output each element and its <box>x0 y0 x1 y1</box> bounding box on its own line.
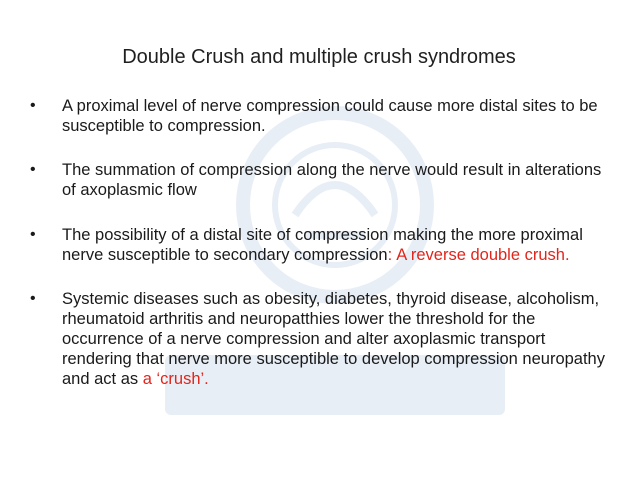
bullet-icon: • <box>30 226 36 243</box>
bullet-highlight: a ‘crush’. <box>142 370 209 388</box>
bullet-item <box>26 289 616 389</box>
bullet-icon: • <box>30 161 36 178</box>
bullet-colon: : <box>387 246 393 264</box>
bullet-icon: • <box>30 290 36 307</box>
slide-title: Double Crush and multiple crush syndromes <box>122 46 516 68</box>
bullet-icon: • <box>30 97 36 114</box>
bullet-text: A proximal level of nerve compression could cause more distal sites to be susceptible to compression. <box>62 97 598 135</box>
bullet-item <box>26 96 616 136</box>
bullet-item <box>26 225 616 265</box>
bullet-text: The possibility of a distal site of compression making the more proximal nerve susceptible to secondary compression <box>62 226 583 264</box>
bullet-item <box>26 160 616 200</box>
bullet-text: Systemic diseases such as obesity, diabetes, thyroid disease, alcoholism, rheumatoid arthritis and neuropatthies lower the threshold for the occurrence of a nerve compression and alter axoplasmic transport rendering that nerve more susceptible to develop compression neuropathy and act as <box>62 290 605 388</box>
bullet-text: The summation of compression along the nerve would result in alterations of axoplasmic flow <box>62 161 602 199</box>
bullet-list <box>26 96 616 411</box>
bullet-highlight: A reverse double crush. <box>396 246 570 264</box>
